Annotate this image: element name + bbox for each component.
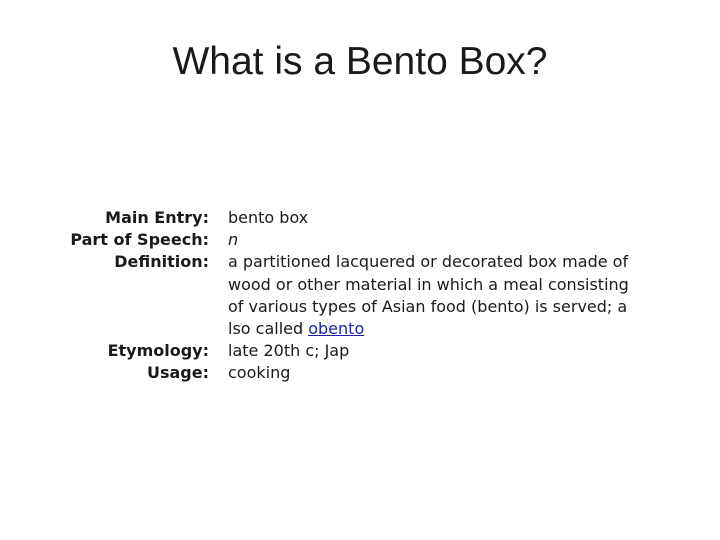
definition-line: a partitioned lacquered or decorated box made of [228, 252, 629, 272]
usage-row [0, 362, 720, 384]
etymology-label: Etymology: [107, 341, 209, 361]
definition-line: of various types of Asian food (bento) is served; a [228, 296, 628, 316]
part-of-speech-label: Part of Speech: [70, 230, 209, 250]
usage-label: Usage: [146, 363, 209, 383]
slide-title: What is a Bento Box? [172, 40, 548, 83]
definition-label: Definition: [114, 252, 209, 272]
main-entry-row [0, 207, 720, 229]
usage-value: cooking [228, 363, 291, 383]
definition-line-text: lso called [228, 319, 309, 339]
main-entry-value: bento box [228, 208, 309, 227]
definition-line: wood or other material in which a meal consisting [228, 274, 629, 294]
definition-value [228, 251, 690, 340]
definition-line [228, 318, 690, 340]
main-entry-label: Main Entry: [105, 208, 209, 227]
etymology-row [0, 340, 720, 362]
definition-row [0, 251, 720, 340]
dictionary-entry [0, 207, 720, 385]
etymology-value: late 20th c; Jap [228, 341, 350, 361]
part-of-speech-row [0, 229, 720, 251]
obento-link[interactable]: obento [308, 319, 365, 339]
part-of-speech-value: n [228, 230, 239, 250]
